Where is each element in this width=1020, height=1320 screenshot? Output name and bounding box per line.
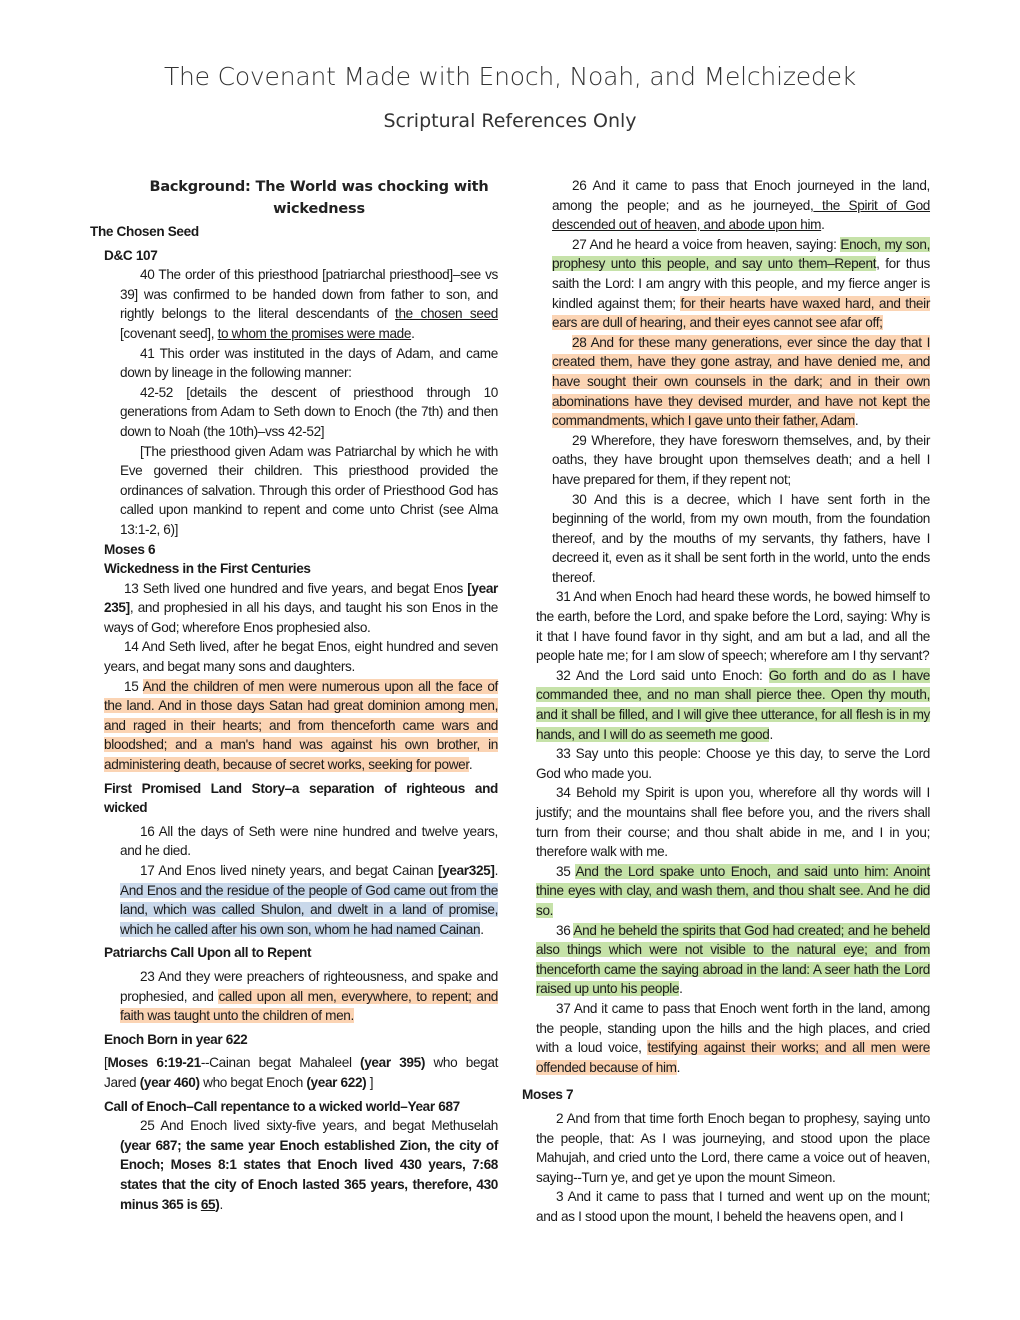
- verse-moses6-32: 32 And the Lord said unto Enoch: Go forth and do as I have commanded thee, and no man shall pierce thee. Open thy mouth, and it shall be filled, and I will give thee utterance, for all flesh is in my hands, and I will do as seemeth me good.: [536, 667, 930, 742]
- verse-moses6-33: 33 Say unto this people: Choose ye this day, to serve the Lord God who made you.: [536, 746, 930, 781]
- verse-moses6-36: 36 And he beheld the spirits that God had created; and he beheld also things which were not visible to the natural eye; and from thenceforth came the saying abroad in the land: A seer hath the Lord raised up unto his people.: [536, 922, 930, 997]
- verse-moses6-16: 16 All the days of Seth were nine hundred and twelve years, and he died.: [120, 823, 498, 859]
- verse-moses6-37: 37 And it came to pass that Enoch went forth in the land, among the people, standing upon the hills and the high places, and cried with a loud voice, testifying against their works; and all men were offended because of him.: [536, 1000, 931, 1075]
- verse-moses6-27: 27 And he heard a voice from heaven, saying: Enoch, my son, prophesy unto this people, and say unto them–Repent, for thus saith the Lord: I am angry with this people, and my fierce anger is kindled against them; for their hearts have waxed hard, and their ears are dull of hearing, and their eyes cannot see afar off;: [552, 236, 930, 331]
- heading-first-promised-land: First Promised Land Story–a separation of righteous and wicked: [104, 780, 498, 816]
- verse-moses6-34: 34 Behold my Spirit is upon you, wherefore all thy words will I justify; and the mountains shall flee before you, and the rivers shall turn from their course; and thou shalt abide in me, and I in you; therefore walk with me.: [536, 785, 930, 860]
- left-column: [90, 176, 499, 1214]
- verse-moses6-17: 17 And Enos lived ninety years, and begat Cainan [year325]. And Enos and the residue of the people of God came out from the land, which was called Shulon, and dwelt in a land of promise, which he called after his own son, whom he had named Cainan.: [120, 863, 498, 937]
- right-column: [522, 176, 931, 1226]
- verse-moses6-30: 30 And this is a decree, which I have sent forth in the beginning of the world, from my own mouth, from the foundation thereof, and by the mouths of my servants, thy fathers, have I decreed it, even as it shall be sent forth in the world, unto the ends thereof.: [552, 491, 930, 585]
- verse-moses6-23: 23 And they were preachers of righteousness, and spake and prophesied, and called upon all men, everywhere, to repent; and faith was taught unto the children of men.: [120, 968, 498, 1024]
- verse-moses6-25: 25 And Enoch lived sixty-five years, and begat Methuselah (year 687; the same year Enoch established Zion, the city of Enoch; Moses 8:1 states that Enoch lived 430 years, 7:68 states that the city of Enoch lasted 365 years, therefore, 430 minus 365 is 65).: [120, 1118, 498, 1212]
- heading-dc107: D&C 107: [104, 247, 158, 263]
- genealogy-note: [Moses 6:19-21--Cainan begat Mahaleel (year 395) who begat Jared (year 460) who begat Enoch (year 622) ]: [104, 1055, 499, 1090]
- verse-moses6-15: 15 And the children of men were numerous upon all the face of the land. And in those days Satan had great dominion among men, and raged in their hearts; and from thenceforth came wars and bloodshed; and a man's hand was against his own brother, in administering death, because of secret works, seeking for power.: [104, 678, 498, 773]
- verse-moses6-13: 13 Seth lived one hundred and five years, and begat Enos [year 235], and prophesied in all his days, and taught his son Enos in the ways of God; wherefore Enos prophesied also.: [104, 580, 498, 635]
- verse-moses6-28: 28 And for these many generations, ever since the day that I created them, have they gone astray, and have denied me, and have sought their own counsels in the dark; and in their own abominations have they devised murder, and have not kept the commandments, which I gave unto their father, Adam.: [552, 334, 930, 429]
- heading-call-of-enoch: Call of Enoch–Call repentance to a wicked world–Year 687: [104, 1098, 460, 1114]
- verse-moses6-35: 35 And the Lord spake unto Enoch, and said unto him: Anoint thine eyes with clay, and wash them, and thou shalt see. And he did so.: [536, 863, 930, 918]
- heading-wickedness: Wickedness in the First Centuries: [104, 561, 311, 577]
- verse-moses6-31: 31 And when Enoch had heard these words, he bowed himself to the earth, before the Lord, and spake before the Lord, saying: Why is it that I have found favor in thy sight, and am but a lad, and all the people hate me; for I am slow of speech; wherefore am I thy servant?: [536, 589, 930, 664]
- verse-dc107-41: 41 This order was instituted in the days of Adam, and came down by lineage in the following manner:: [120, 345, 498, 381]
- heading-enoch-born: Enoch Born in year 622: [104, 1031, 248, 1047]
- priesthood-note: [The priesthood given Adam was Patriarchal by which he with Eve governed their children. This priesthood provided the ordinances of salvation. Through this order of Priesthood God has called upon mankind to repent and come unto Christ (see Alma 13:1-2, 6)]: [120, 443, 498, 537]
- heading-chosen-seed: The Chosen Seed: [90, 224, 199, 239]
- verse-moses6-26: 26 And it came to pass that Enoch journeyed in the land, among the people; and as he journeyed, the Spirit of God descended out of heaven, and abode upon him.: [552, 178, 931, 233]
- heading-patriarchs: Patriarchs Call Upon all to Repent: [104, 945, 312, 961]
- verse-dc107-40: 40 The order of this priesthood [patriarchal priesthood]–see vs 39] was confirmed to be handed down from father to son, and rightly belongs to the literal descendants of the chosen seed [covenant seed], to whom the promises were made.: [120, 267, 498, 341]
- page-title: The Covenant Made with Enoch, Noah, and Melchizedek: [163, 62, 857, 91]
- verse-moses7-2: 2 And from that time forth Enoch began to prophesy, saying unto the people, that: As I was journeying, and stood upon the place Mahujah, and cried unto the Lord, there came a voice out of heaven, saying--Turn ye, and get ye upon the mount Simeon.: [536, 1110, 930, 1185]
- background-heading: Background: The World was chocking with wickedness: [149, 179, 489, 217]
- heading-moses6: Moses 6: [104, 541, 156, 557]
- verse-moses6-29: 29 Wherefore, they have foresworn themselves, and, by their oaths, they have brought upon themselves death; and a hell I have prepared for them, if they repent not;: [552, 432, 930, 487]
- verse-moses7-3: 3 And it came to pass that I turned and went up on the mount; and as I stood upon the mount, I beheld the heavens open, and I: [536, 1189, 930, 1224]
- verse-dc107-42-52: 42-52 [details the descent of priesthood through 10 generations from Adam to Seth down to Enoch (the 7th) and then down to Noah (the 10th)–vss 42-52]: [120, 384, 498, 439]
- heading-moses7: Moses 7: [522, 1087, 574, 1103]
- verse-moses6-14: 14 And Seth lived, after he begat Enos, eight hundred and seven years, and begat many sons and daughters.: [104, 639, 498, 675]
- page-subtitle: Scriptural References Only: [383, 110, 637, 132]
